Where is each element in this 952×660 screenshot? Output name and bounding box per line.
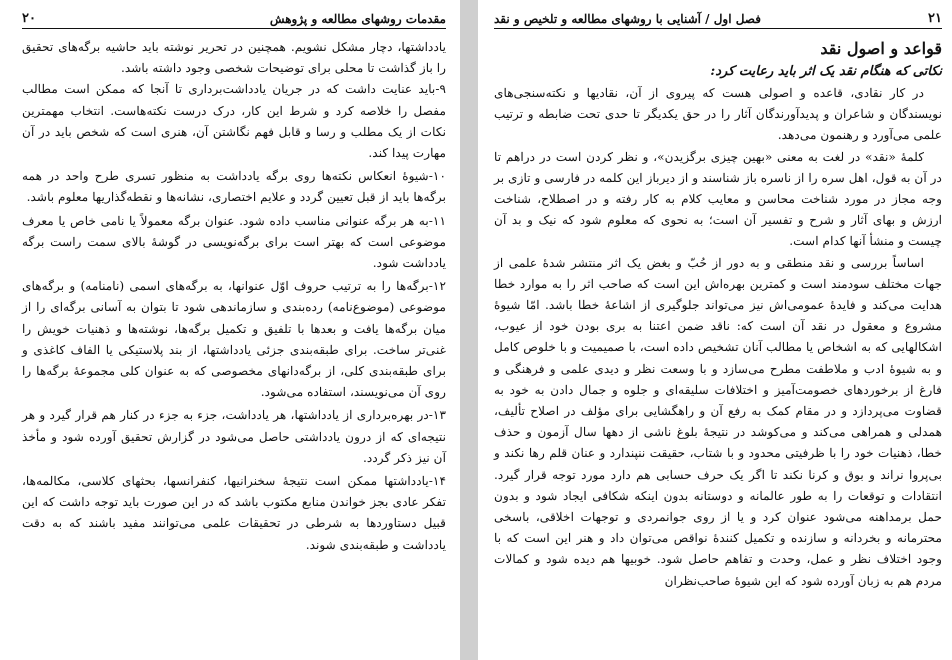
list-item-number: ۱۰- (428, 169, 446, 184)
left-page-header (22, 6, 446, 29)
list-item-number: ۱۳- (428, 408, 446, 423)
list-item-number: ۱۴- (428, 474, 446, 489)
left-page-number: ۲۰ (22, 11, 36, 26)
list-item-text: یادداشتها ممکن است نتیجهٔ سخنرانیها، کنفرانسها، بحثهای کلاسی، مکالمه‌ها، تفکر عادی بجز خواندن منابع مکتوب باشد که در این صورت باید توجه داشت که این قبیل دستاوردها به شرطی در تحقیقات علمی می‌توانند مفید باشند که به دقت یادداشت و طبقه‌بندی شوند. (22, 474, 446, 552)
list-item-number: ۹- (435, 82, 446, 97)
left-intro-paragraph: یادداشتها، دچار مشکل نشویم. همچنین در تحریر نوشته باید حاشیه برگه‌های تحقیق را باز گذاشت تا محلی برای توضیحات شخصی وجود داشته باشد. (22, 40, 446, 76)
list-item (22, 211, 446, 275)
right-page-body (494, 83, 942, 592)
left-page-header-title: مقدمات روشهای مطالعه و پژوهش (269, 12, 446, 26)
list-item-text: باید عنایت داشت که در جریان یادداشت‌برداری تا آنجا که ممکن است مطالب مفصل را خلاصه کرد و شرط این کار، درک درست نکته‌هاست. انتخاب مهمترین نکات از یک مطلب و رسا و قابل فهم نگاشتن آن، هنری است که شخص باید در آن مهارت پیدا کند. (22, 82, 446, 161)
right-page-number: ۲۱ (928, 11, 942, 26)
paragraph: اساساً بررسی و نقد منطقی و به دور از حُبّ و بغض یک اثر منتشر شدهٔ علمی از جهات مختلف سودمند است و کمترین بهره‌اش این است که صاحب اثر را به موارد خطا هدایت می‌کند و فایدهٔ عمومی‌اش نیز می‌تواند جلوگیری از اشاعهٔ خطا باشد. امّا شیوهٔ مشروع و معقول در نقد آن است که: ناقد ضمن اعتنا به بری بودن خود از عیوب، اشکالهایی که به اشخاص یا مطالب آنان تشخیص داده است، با صمیمیت و با خلوص کامل و به شیوهٔ ادب و ملاطفت مطرح می‌سازد و با وسعت نظر و دیدی علمی و فرهنگی و فارغ از برخوردهای خصومت‌آمیز و اختلافات سلیقه‌ای و جلوه و جمال دادن به خود به قضاوت می‌پردازد و در مقام کمک به رفع آن و راهگشایی برای مؤلف در اصلاح تألیف، همدلی و همراهی می‌کند و می‌کوشد در نتیجهٔ بلوغ ناشی از دهها سال آزمون و حذف خطا، ذهنیات خود را با ظرفیتی محدود و با شتاب، حقیقت ننپندارد و عنان قلم رها نکند و بی‌پروا نراند و بوق و کرنا نکند تا اگر یک حرف حسابی هم دارد مورد توجه قرار گیرد. انتقادات و توقعات را به طور عالمانه و دوستانه بدون اینکه شکافی ایجاد شود و بدون حمل برمداهنه می‌شود عنوان کرد و یا از روی جوانمردی و توجهات اخلاقی، باسخی محترمانه و بخردانه و سازنده و تکمیل کنندهٔ نواقص می‌توان داد و هنر این است که با وجود اختلاف نظر و عمل، وحدت و تفاهم حاصل شود. خوبیها هم دیده شود و کمالات مردم هم به زبان آورده شود که این شیوهٔ صاحب‌نظران (494, 255, 942, 588)
section-subheading: نکاتی که هنگام نقد یک اثر باید رعایت کرد: (710, 64, 942, 79)
paragraph: کلمهٔ «نقد» در لغت به معنی «بهین چیزی برگزیدن»، و نظر کردن است در دراهم تا در آن به قول، اهل سره را از ناسره باز شناسند و از دیرباز این کلمه در فارسی و تازی بر وجه مجاز در مورد شناخت محاسن و معایب کلام به کار رفته و در اصطلاح، شناخت ارزش و بهای آثار و شرح و تفسیر آن است؛ به نحوی که معلوم شود که نیک و بد آن چیست و منشأ آنها کدام است. (494, 149, 942, 249)
list-item (22, 405, 446, 469)
list-item (22, 276, 446, 403)
list-item (22, 471, 446, 556)
list-item-text: شیوهٔ انعکاس نکته‌ها روی برگه یادداشت به منظور تسری طرح واحد در همه برگه‌ها باید از قبل تعیین گردد و علایم اختصاری، نشانه‌ها و نقطه‌گذاریها معلوم باشد. (22, 169, 446, 205)
section-heading: قواعد و اصول نقد (820, 39, 942, 58)
right-page (478, 0, 952, 660)
book-gutter (460, 0, 478, 660)
list-item-number: ۱۲- (428, 279, 446, 294)
left-page (0, 0, 460, 660)
right-page-header (494, 6, 942, 29)
list-item-text: در بهره‌برداری از یادداشتها، هر یادداشت، جزء به جزء در کنار هم قرار گیرد و هر نتیجه‌ای که از درون یادداشتی حاصل می‌شود در گزارش تحقیق آورده شود و مأخذ آن نیز ذکر گردد. (22, 408, 446, 465)
list-item-text: به هر برگه عنوانی مناسب داده شود. عنوان برگه معمولاً یا نامی خاص یا معرف موضوعی است که بهتر است برای برگه‌نویسی در گوشهٔ بالای سمت راست برگه یادداشت شود. (22, 213, 446, 271)
right-page-header-title: فصل اول / آشنایی با روشهای مطالعه و تلخیص و نقد (494, 12, 761, 26)
list-item (22, 79, 446, 164)
list-item-number: ۱۱- (428, 213, 446, 228)
list-item-text: برگه‌ها را به ترتیب حروف اوّل عنوانها، به برگه‌های اسمی (نامنامه) و برگه‌های موضوعی (موضوع‌نامه) رده‌بندی و سازماندهی شود تا بتوان به آسانی برگه‌ای را از میان برگه‌ها یافت و بعدها با تلفیق و تکمیل برگه‌ها، نوشته‌ها و ذهنیات خویش را غنی‌تر ساخت. برای طبقه‌بندی جزئی یادداشتها، از بند پلاستیکی یا الفاف کاغذی و برای طبقه‌بندی کلی، از برگه‌دانهای مخصوصی که به عنوان کلی مجموعهٔ برگه‌ها را روی آن می‌نویسند، استفاده می‌شود. (22, 279, 446, 400)
paragraph: در کار نقادی، قاعده و اصولی هست که پیروی از آن، نقادیها و نکته‌سنجی‌های نویسندگان و شاعران و پدیدآورندگان آثار را در حق یکدیگر تا حدی تحت ضابطه و ترتیب علمی می‌آورد و رهنمون می‌دهد. (494, 86, 942, 143)
left-page-body (22, 37, 446, 556)
list-item (22, 166, 446, 208)
